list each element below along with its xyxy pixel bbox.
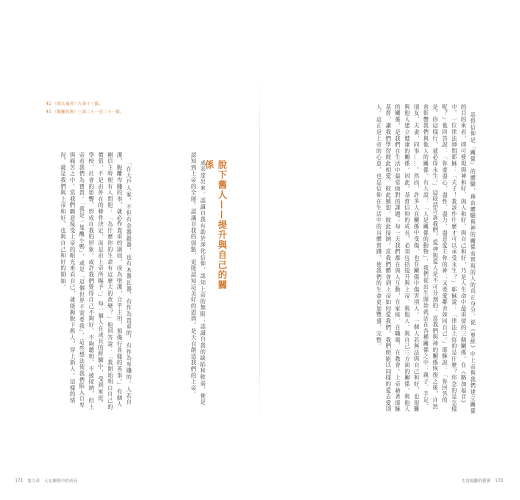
- left-footer: [12, 478, 78, 484]
- section-heading: 脫下舊人——提升與自己的關係: [203, 160, 226, 290]
- left-paragraph-a: [150, 152, 206, 412]
- footnote-43: 43 《歌羅西書》三章二十一至二十一節。: [46, 109, 124, 114]
- footnote-42: 42 《馬太福音》九章十三節。: [46, 101, 103, 106]
- page-number: 170: [495, 478, 503, 483]
- paragraph-text: 基督信仰是「關係」的體驗，藉由體驗與神的關係而實現的人的真正身分。從《聖經》中上帝與我們建立關係的目的來看，即可發現與神和好、與人和好、與自己和好，乃是人生命中最重要的三個關係。在《路加福音》中，一位律法師問耶穌：「夫子！我該作什麼才可以承受永生？」耶穌說：「律法上寫的是什麼？你念的是怎樣呢？」他回答說：「你要盡心、盡性、盡力、盡意愛主你的神；又要愛鄰舍如同自己。」耶穌說：「你回答的是。你這樣行，就必得永生。」這段話告訴我們，愛神與愛人是不可分割的。當我們與神的關係恢復之後，自然會影響我們與他人的關係。有人說：「人是關係的動物」，我們從出生開始就活在各種關係之中：親子、手足、朋友、夫妻、同事……。然而，許多人在關係中受傷，也在關係中傷害別人。一個人若無法與自己和好，也很難與他人建立健康的關係。因此，基督信仰的成長，必須包括提升與上帝、與他人、與自己三方面的關係。與他人的關係，是我們在生活中最常面對的課題；每一天我們都在與人互動，在家庭、在職場、在教會。上帝藉著耶穌基督，讓我們學習彼此相愛、彼此饒恕、彼此接納。當我們體會到上帝如何愛我們，我們便能以同樣的愛去愛別人。這正是上帝的心意，也是信仰在生活中的具體實踐，使我們的生命更加豐盛、完整。: [374, 104, 475, 415]
- running-header: 生涯規劃的藝術: [461, 478, 491, 483]
- running-header: 第九章 人在關係中的成長: [27, 478, 78, 483]
- paragraph-text: 「在大戶人家，不但有金器銀器，也有木器瓦器，有作為貴重的，有作為卑賤的。人若自潔，脫離卑賤的事，就必作貴重的器皿，成為聖潔，合乎主用，預備行各樣的善事。」有個人剛信主時便有人問他：「為什麼你的生命有這麼大的改變？」他回答說：「我開始明白自己的價值，不是由外在的條件決定，而是由上帝所賜予。」每一個人在成長的經驗中，受到家庭、學校、社會的影響，形成自我的形象。或許我們覺得自己不夠好、不夠聰明、不被接納，但上帝看我們為寶貴。「我是一隻醜小鴨」，或是「這個世界不需要我」，這些想法使我們陷入自卑與痛苦之中。當我們願意接受上帝的眼光來看自己，就能夠脫下舊人，穿上新人。這樣的情況，就是我們與上帝和好，也與自己和好的開始。: [59, 152, 131, 411]
- page-number: 171: [15, 478, 23, 483]
- left-paragraph-b: [46, 152, 132, 412]
- right-page: [260, 0, 520, 500]
- footnotes: [46, 100, 226, 116]
- right-body-text: [300, 104, 476, 416]
- right-footer: [461, 478, 506, 484]
- paragraph-text: 成表達出來。認識自我有助於深化信仰，認知上帝的無限；認識自我的缺陷和軟弱，便是認知到上帝的全能。認識自我的弱點，更能認知這美好的恩典。是天自創造我們的上帝。: [189, 152, 205, 406]
